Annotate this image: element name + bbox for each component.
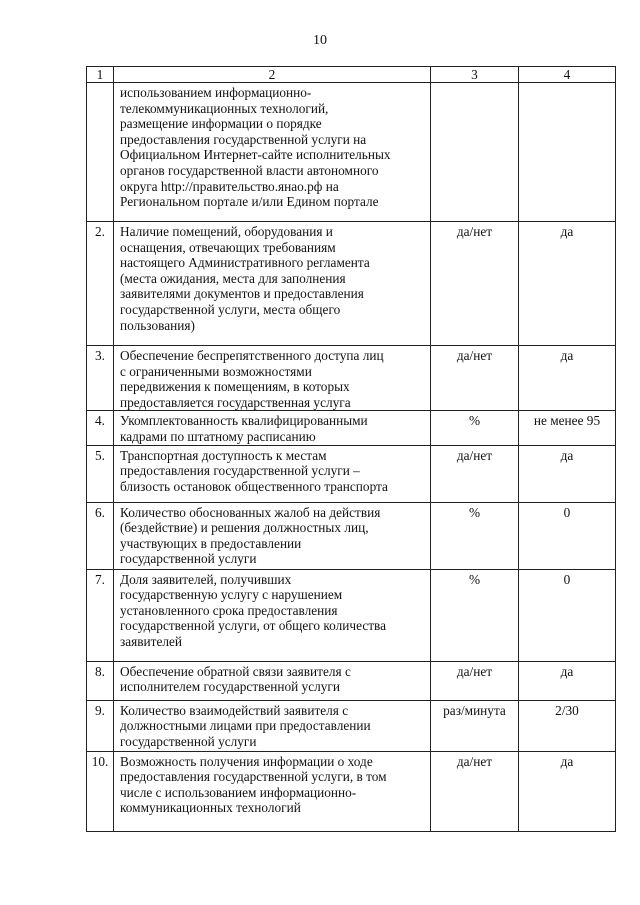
row-number: 10. <box>87 751 114 831</box>
row-text: использованием информационно- телекоммуникационных технологий, размещение информации о порядке предоставления государственной услуги на Официальном Интернет-сайте исполнительных органов государственной власти автономного округа http://правительство.янао.рф на Региональном портале и/или Едином портале <box>114 83 431 222</box>
table-row <box>87 83 616 222</box>
row-number: 9. <box>87 700 114 751</box>
table-row <box>87 661 616 700</box>
column-header: 4 <box>519 67 616 83</box>
table-row <box>87 502 616 569</box>
row-number: 8. <box>87 661 114 700</box>
row-number: 5. <box>87 445 114 502</box>
row-unit: да/нет <box>431 222 519 346</box>
row-value: 0 <box>519 502 616 569</box>
row-text: Укомплектованность квалифицированными кадрами по штатному расписанию <box>114 411 431 445</box>
row-value <box>519 83 616 222</box>
row-number: 3. <box>87 346 114 411</box>
column-header: 2 <box>114 67 431 83</box>
column-header: 1 <box>87 67 114 83</box>
row-number: 7. <box>87 569 114 661</box>
row-number: 4. <box>87 411 114 445</box>
row-number <box>87 83 114 222</box>
row-unit: да/нет <box>431 346 519 411</box>
row-value: да <box>519 346 616 411</box>
row-number: 2. <box>87 222 114 346</box>
row-unit: да/нет <box>431 661 519 700</box>
column-header: 3 <box>431 67 519 83</box>
row-value: да <box>519 661 616 700</box>
row-text: Обеспечение обратной связи заявителя с исполнителем государственной услуги <box>114 661 431 700</box>
row-text: Количество взаимодействий заявителя с должностными лицами при предоставлении государственной услуги <box>114 700 431 751</box>
row-value: 2/30 <box>519 700 616 751</box>
row-unit <box>431 83 519 222</box>
indicators-table <box>86 66 616 832</box>
row-text: Наличие помещений, оборудования и оснащения, отвечающих требованиям настоящего Административного регламента (места ожидания, места для заполнения заявителями документов и предоставления государственной услуги, места общего пользования) <box>114 222 431 346</box>
table-row <box>87 346 616 411</box>
row-text: Возможность получения информации о ходе предоставления государственной услуги, в том числе с использованием информационно- коммуникационных технологий <box>114 751 431 831</box>
row-value: не менее 95 <box>519 411 616 445</box>
table-row <box>87 751 616 831</box>
row-value: да <box>519 445 616 502</box>
row-text: Обеспечение беспрепятственного доступа лиц с ограниченными возможностями передвижения к помещениям, в которых предоставляется государственная услуга <box>114 346 431 411</box>
table-row <box>87 222 616 346</box>
row-unit: да/нет <box>431 751 519 831</box>
row-text: Количество обоснованных жалоб на действия (бездействие) и решения должностных лиц, участвующих в предоставлении государственной услуги <box>114 502 431 569</box>
page-number: 10 <box>313 33 327 48</box>
row-text: Доля заявителей, получивших государственную услугу с нарушением установленного срока предоставления государственной услуги, от общего количества заявителей <box>114 569 431 661</box>
row-text: Транспортная доступность к местам предоставления государственной услуги – близость остановок общественного транспорта <box>114 445 431 502</box>
table-row <box>87 700 616 751</box>
row-unit: % <box>431 411 519 445</box>
column-number-row <box>87 67 616 83</box>
row-unit: да/нет <box>431 445 519 502</box>
table-row <box>87 569 616 661</box>
row-unit: раз/минута <box>431 700 519 751</box>
table-row <box>87 445 616 502</box>
row-unit: % <box>431 502 519 569</box>
table-row <box>87 411 616 445</box>
row-unit: % <box>431 569 519 661</box>
row-value: да <box>519 222 616 346</box>
row-value: 0 <box>519 569 616 661</box>
row-value: да <box>519 751 616 831</box>
row-number: 6. <box>87 502 114 569</box>
